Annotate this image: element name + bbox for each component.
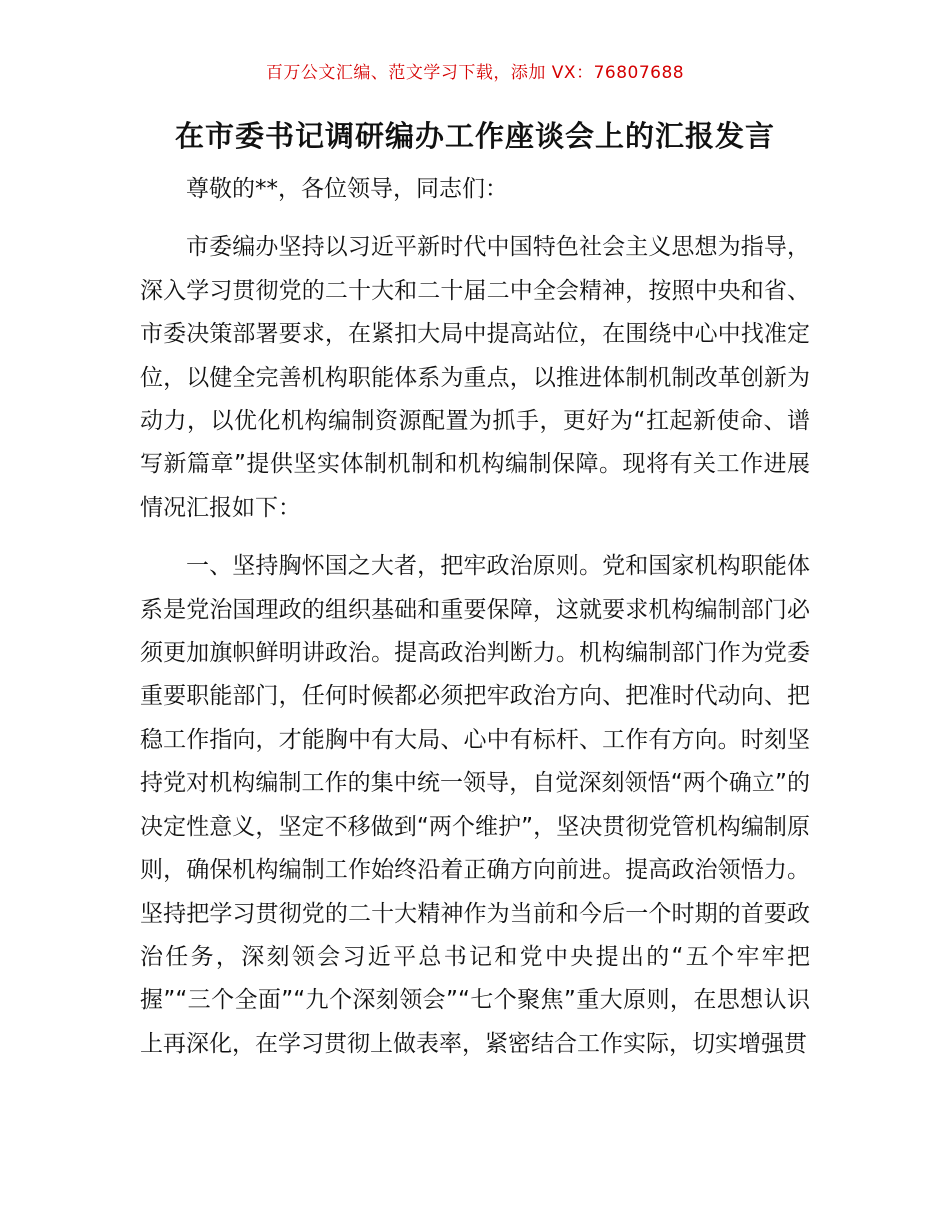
document-title: 在市委书记调研编办工作座谈会上的汇报发言 <box>174 119 775 153</box>
paragraph-section-one: 一、坚持胸怀国之大者，把牢政治原则。党和国家机构职能体系是党治国理政的组织基础和重要保障，这就要求机构编制部门必须更加旗帜鲜明讲政治。提高政治判断力。机构编制部门作为党委重要职能部门，任何时候都必须把牢政治方向、把准时代动向、把稳工作指向，才能胸中有大局、心中有标杆、工作有方向。时刻坚持党对机构编制工作的集中统一领导，自觉深刻领悟“两个确立”的决定性意义，坚定不移做到“两个维护”，坚决贯彻党管机构编制原则，确保机构编制工作始终沿着正确方向前进。提高政治领悟力。坚持把学习贯彻党的二十大精神作为当前和今后一个时期的首要政治任务，深刻领会习近平总书记和党中央提出的“五个牢牢把握”“三个全面”“九个深刻领会”“七个聚焦”重大原则，在思想认识上再深化，在学习贯彻上做表率，紧密结合工作实际，切实增强贯 <box>140 553 810 1057</box>
paragraph-intro: 市委编办坚持以习近平新时代中国特色社会主义思想为指导，深入学习贯彻党的二十大和二十届二中全会精神，按照中央和省、市委决策部署要求，在紧扣大局中提高站位，在围绕中心中找准定位，以健全完善机构职能体系为重点，以推进体制机制改革创新为动力，以优化机构编制资源配置为抓手，更好为“扛起新使命、谱写新篇章”提供坚实体制机制和机构编制保障。现将有关工作进展情况汇报如下： <box>140 234 810 521</box>
watermark-text: 百万公文汇编、范文学习下载，添加 VX：76807688 <box>265 63 685 83</box>
salutation: 尊敬的**，各位领导，同志们： <box>186 176 508 202</box>
document-body <box>140 168 810 1081</box>
